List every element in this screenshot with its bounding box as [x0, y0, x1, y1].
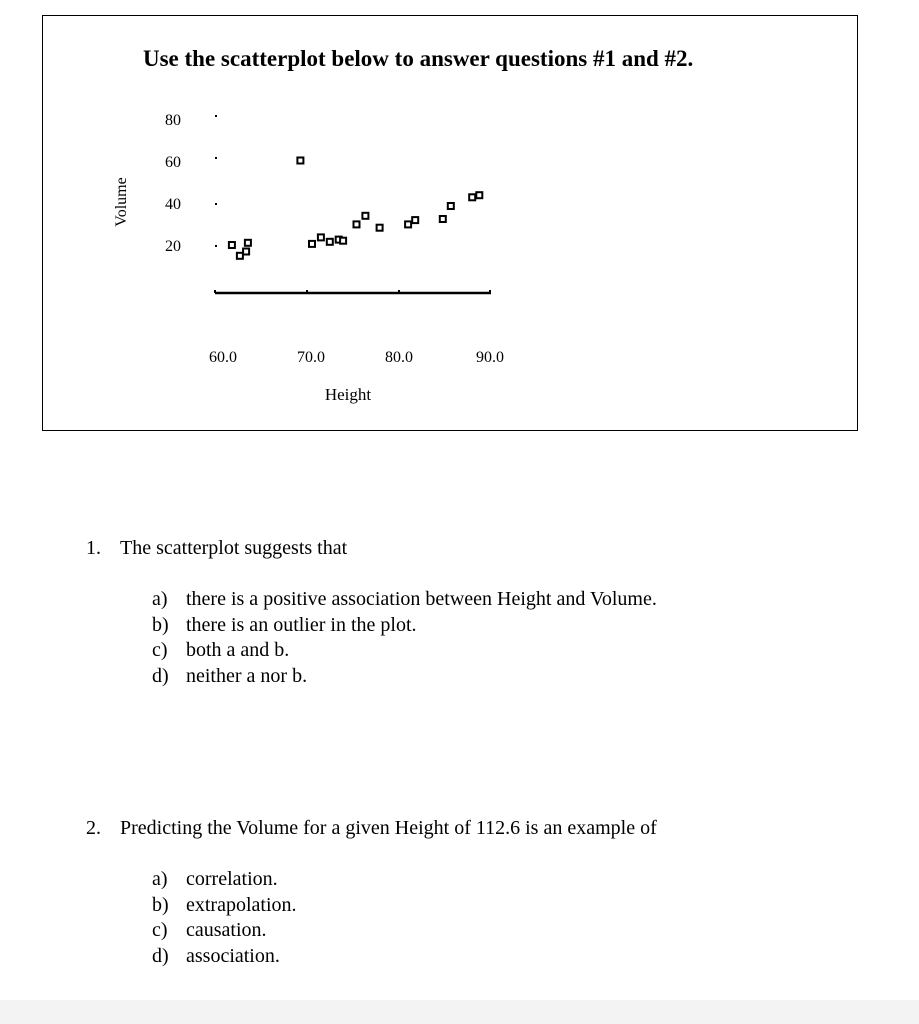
scatter-point: [377, 225, 383, 231]
scatter-point: [309, 241, 315, 247]
scatter-point: [297, 158, 303, 164]
scatter-point: [237, 253, 243, 259]
option-text: causation.: [186, 919, 267, 941]
x-tick-label: 60.0: [209, 349, 237, 366]
y-tick-mark: [215, 245, 217, 247]
question-1: [86, 537, 347, 560]
option-text: association.: [186, 944, 280, 967]
option-item: [152, 613, 657, 639]
x-tick-label: 90.0: [476, 349, 504, 366]
scatter-point: [448, 203, 454, 209]
y-tick-mark: [215, 203, 217, 205]
data-points: [229, 158, 482, 259]
question-number: 1.: [86, 537, 101, 559]
option-letter: d): [152, 944, 169, 967]
option-text: both a and b.: [186, 639, 290, 661]
option-letter: a): [152, 868, 168, 890]
option-item: [152, 638, 657, 664]
option-item: [152, 867, 297, 893]
page-bottom-strip: [0, 1000, 919, 1024]
question-1-options: [152, 587, 657, 689]
option-text: extrapolation.: [186, 893, 297, 916]
scatter-point: [318, 234, 324, 240]
option-item: [152, 587, 657, 613]
option-text: neither a nor b.: [186, 664, 308, 687]
scatterplot-figure: [42, 15, 858, 431]
option-letter: c): [152, 639, 168, 661]
scatter-point: [476, 192, 482, 198]
option-item: [152, 918, 297, 944]
y-tick-mark: [215, 157, 217, 159]
scatter-point: [243, 249, 249, 255]
y-tick-label: 80: [165, 112, 181, 129]
scatter-point: [469, 194, 475, 200]
question-text: Predicting the Volume for a given Height of 112.6 is an example of: [120, 817, 657, 839]
y-tick-label: 60: [165, 154, 181, 171]
y-tick-mark: [215, 115, 217, 117]
question-text: The scatterplot suggests that: [120, 537, 348, 559]
option-text: there is a positive association between Height and Volume.: [186, 588, 657, 610]
scatter-point: [354, 221, 360, 227]
option-text: correlation.: [186, 868, 278, 890]
x-tick-label: 80.0: [385, 349, 413, 366]
scatter-point: [412, 217, 418, 223]
option-letter: c): [152, 919, 168, 941]
scatter-point: [340, 238, 346, 244]
scatter-point: [245, 240, 251, 246]
scatterplot: [43, 16, 857, 430]
y-tick-label: 40: [165, 196, 181, 213]
option-letter: d): [152, 664, 169, 687]
y-tick-label: 20: [165, 238, 181, 255]
scatter-point: [327, 239, 333, 245]
option-letter: a): [152, 588, 168, 610]
option-item: [152, 664, 657, 690]
option-text: there is an outlier in the plot.: [186, 613, 417, 636]
scatter-point: [405, 221, 411, 227]
scatter-point: [440, 216, 446, 222]
option-item: [152, 944, 297, 970]
x-axis-label: Height: [324, 385, 372, 404]
option-item: [152, 893, 297, 919]
question-2: [86, 817, 657, 840]
y-axis-label: Volume: [113, 177, 130, 227]
x-tick-label: 70.0: [297, 349, 325, 366]
question-2-options: [152, 867, 297, 969]
option-letter: b): [152, 613, 169, 636]
figure-title: Use the scatterplot below to answer questions #1 and #2.: [143, 46, 694, 71]
scatter-point: [229, 242, 235, 248]
option-letter: b): [152, 893, 169, 916]
question-number: 2.: [86, 817, 101, 839]
scatter-point: [362, 213, 368, 219]
